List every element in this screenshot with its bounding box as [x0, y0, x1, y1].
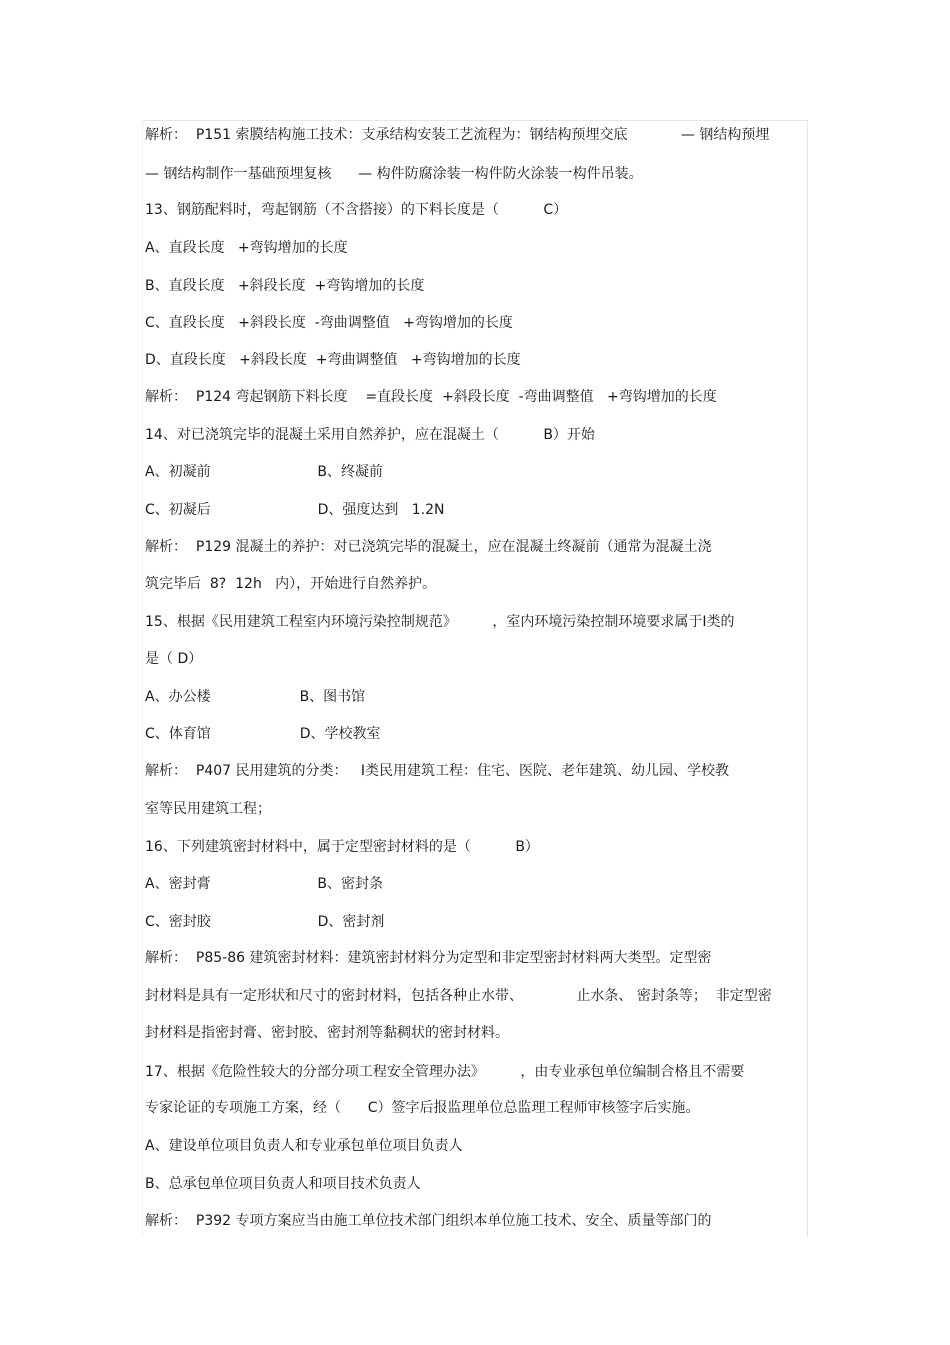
analysis-p85-line2: 封材料是具有一定形状和尺寸的密封材料，包括各种止水带、 止水条、 密封条等； 非定型密	[145, 988, 772, 1004]
option-13-c: C、直段长度 +斜段长度 -弯曲调整值 +弯钩增加的长度	[145, 315, 513, 331]
analysis-p392: 解析： P392 专项方案应当由施工单位技术部门组织本单位施工技术、安全、质量等部门的	[145, 1213, 712, 1229]
option-13-d: D、直段长度 +斜段长度 +弯曲调整值 +弯钩增加的长度	[145, 352, 521, 368]
options-16-ab: A、密封膏 B、密封条	[145, 876, 383, 892]
options-14-cd: C、初凝后 D、强度达到 1.2N	[145, 502, 445, 518]
analysis-p129-line1: 解析： P129 混凝土的养护：对已浇筑完毕的混凝土，应在混凝土终凝前（通常为混凝土浇	[145, 539, 712, 555]
analysis-p124: 解析： P124 弯起钢筋下料长度 =直段长度 +斜段长度 -弯曲调整值 +弯钩增加的长度	[145, 389, 717, 405]
question-17-line1: 17、根据《危险性较大的分部分项工程安全管理办法》 ，由专业承包单位编制合格且不需要	[145, 1064, 745, 1080]
analysis-p151-line1: 解析： P151 索膜结构施工技术：支承结构安装工艺流程为：钢结构预埋交底 — 钢结构预埋	[145, 127, 770, 143]
options-15-cd: C、体育馆 D、学校教室	[145, 726, 381, 742]
analysis-p129-line2: 筑完毕后 8? 12h 内），开始进行自然养护。	[145, 576, 437, 592]
option-17-a: A、建设单位项目负责人和专业承包单位项目负责人	[145, 1138, 463, 1154]
analysis-p151-line2: — 钢结构制作一基础预埋复核 — 构件防腐涂装一构件防火涂装一构件吊装。	[145, 166, 643, 182]
analysis-p85-line1: 解析： P85-86 建筑密封材料：建筑密封材料分为定型和非定型密封材料两大类型。定型密	[145, 950, 712, 966]
question-14: 14、对已浇筑完毕的混凝土采用自然养护，应在混凝土（ B）开始	[145, 427, 595, 443]
question-15-line1: 15、根据《民用建筑工程室内环境污染控制规范》 ，室内环境污染控制环境要求属于Ⅰ类的	[145, 614, 735, 630]
analysis-p85-line3: 封材料是指密封膏、密封胶、密封剂等黏稠状的密封材料。	[145, 1025, 509, 1041]
options-15-ab: A、办公楼 B、图书馆	[145, 689, 366, 705]
options-14-ab: A、初凝前 B、终凝前	[145, 464, 383, 480]
question-16: 16、下列建筑密封材料中，属于定型密封材料的是（ B）	[145, 839, 539, 855]
question-15-line2: 是（ D）	[145, 651, 203, 667]
analysis-p407-line1: 解析： P407 民用建筑的分类： Ⅰ类民用建筑工程：住宅、医院、老年建筑、幼儿园、学校教	[145, 763, 729, 779]
analysis-p407-line2: 室等民用建筑工程；	[145, 801, 271, 817]
question-13: 13、钢筋配料时，弯起钢筋（不含搭接）的下料长度是（ C）	[145, 202, 568, 218]
option-13-b: B、直段长度 +斜段长度 +弯钩增加的长度	[145, 278, 425, 294]
option-13-a: A、直段长度 +弯钩增加的长度	[145, 240, 348, 256]
options-16-cd: C、密封胶 D、密封剂	[145, 914, 385, 930]
option-17-b: B、总承包单位项目负责人和项目技术负责人	[145, 1176, 421, 1192]
question-17-line2: 专家论证的专项施工方案，经（ C）签字后报监理单位总监理工程师审核签字后实施。	[145, 1100, 700, 1116]
